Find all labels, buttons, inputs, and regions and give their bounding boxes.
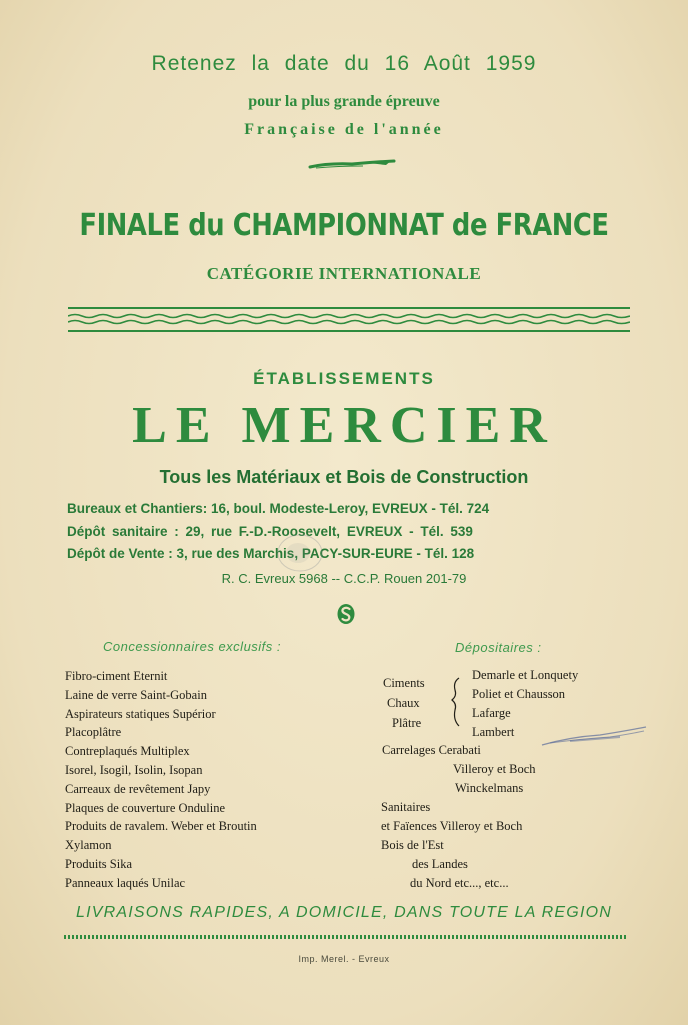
list-item: Plaques de couverture Onduline — [65, 800, 226, 815]
bois-line-2: des Landes — [412, 857, 468, 871]
list-item: Xylamon — [65, 838, 112, 853]
tagline-line-1: pour la plus grande épreuve — [248, 93, 440, 110]
tagline-line-2: Française de l'année — [244, 121, 444, 138]
decorative-rules — [68, 306, 630, 334]
sanitaires-line-2: et Faïences Villeroy et Boch — [381, 819, 523, 833]
company-name: LE MERCIER — [132, 397, 556, 454]
list-item: Carreaux de revêtement Japy — [65, 781, 211, 796]
list-item: Fibro-ciment Eternit — [65, 669, 168, 683]
list-item: Laine de verre Saint-Gobain — [65, 687, 207, 702]
brace-icon — [447, 676, 465, 728]
carrelages-villeroy: Villeroy et Boch — [453, 762, 536, 776]
event-category: CATÉGORIE INTERNATIONALE — [206, 264, 482, 283]
dotted-divider — [64, 934, 628, 940]
concessionnaires-list — [65, 667, 257, 893]
list-item: Aspirateurs statiques Supérior — [65, 706, 216, 721]
bois-line-3: du Nord etc..., etc... — [410, 876, 509, 890]
depositaires-heading: Dépositaires : — [455, 640, 542, 655]
s-monogram-icon — [336, 603, 356, 625]
company-registration: R. C. Evreux 5968 -- C.C.P. Rouen 201-79 — [221, 571, 467, 586]
supplier-poliet: Poliet et Chausson — [472, 687, 566, 701]
list-item: Contreplaqués Multiplex — [65, 744, 190, 759]
concessionnaires-heading: Concessionnaires exclusifs : — [103, 639, 282, 654]
supplier-lafarge: Lafarge — [472, 706, 511, 720]
company-slogan: Tous les Matériaux et Bois de Construction — [159, 467, 529, 487]
address-phone: Tél. 539 — [420, 524, 473, 539]
list-item: Placoplâtre — [65, 725, 122, 740]
event-title: FINALE du CHAMPIONNAT de FRANCE — [79, 208, 609, 243]
delivery-banner: LIVRAISONS RAPIDES, A DOMICILE, DANS TOUTE LA REGION — [76, 904, 612, 921]
material-chaux: Chaux — [387, 696, 420, 710]
list-item: Produits Sika — [65, 856, 133, 871]
list-item: Isorel, Isogil, Isolin, Isopan — [65, 762, 203, 777]
carrelages-label: Carrelages Cerabati — [382, 743, 481, 757]
ink-stamp-mark — [270, 523, 330, 581]
save-the-date-heading: Retenez la date du 16 Août 1959 — [151, 52, 537, 75]
company-prefix: ÉTABLISSEMENTS — [253, 369, 435, 388]
supplier-demarle: Demarle et Lonquety — [472, 668, 579, 682]
sanitaires-line-1: Sanitaires — [381, 800, 431, 814]
address-text: Dépôt sanitaire : 29, rue F.-D.-Roosevelt, EVREUX - — [67, 524, 414, 539]
list-item: Panneaux laqués Unilac — [65, 875, 186, 890]
material-ciments: Ciments — [383, 676, 425, 690]
bois-line-1: Bois de l'Est — [381, 838, 444, 852]
address-phone: Tél. 724 — [439, 501, 490, 516]
list-item: Produits de ravalem. Weber et Broutin — [65, 819, 257, 834]
address-phone: Tél. 128 — [424, 546, 475, 561]
printer-imprint: Imp. Merel. - Evreux — [298, 954, 390, 964]
material-platre: Plâtre — [392, 716, 422, 730]
supplier-lambert: Lambert — [472, 725, 515, 739]
address-bureaux — [67, 501, 489, 516]
carrelages-winckelmans: Winckelmans — [455, 781, 524, 795]
pen-scribble-mark — [540, 725, 650, 751]
ornament-flourish-icon — [308, 158, 396, 172]
address-text: Bureaux et Chantiers: 16, boul. Modeste-Leroy, EVREUX - — [67, 501, 436, 516]
address-text: Dépôt de Vente : 3, rue des Marchis, PACY-SUR-EURE - — [67, 546, 421, 561]
